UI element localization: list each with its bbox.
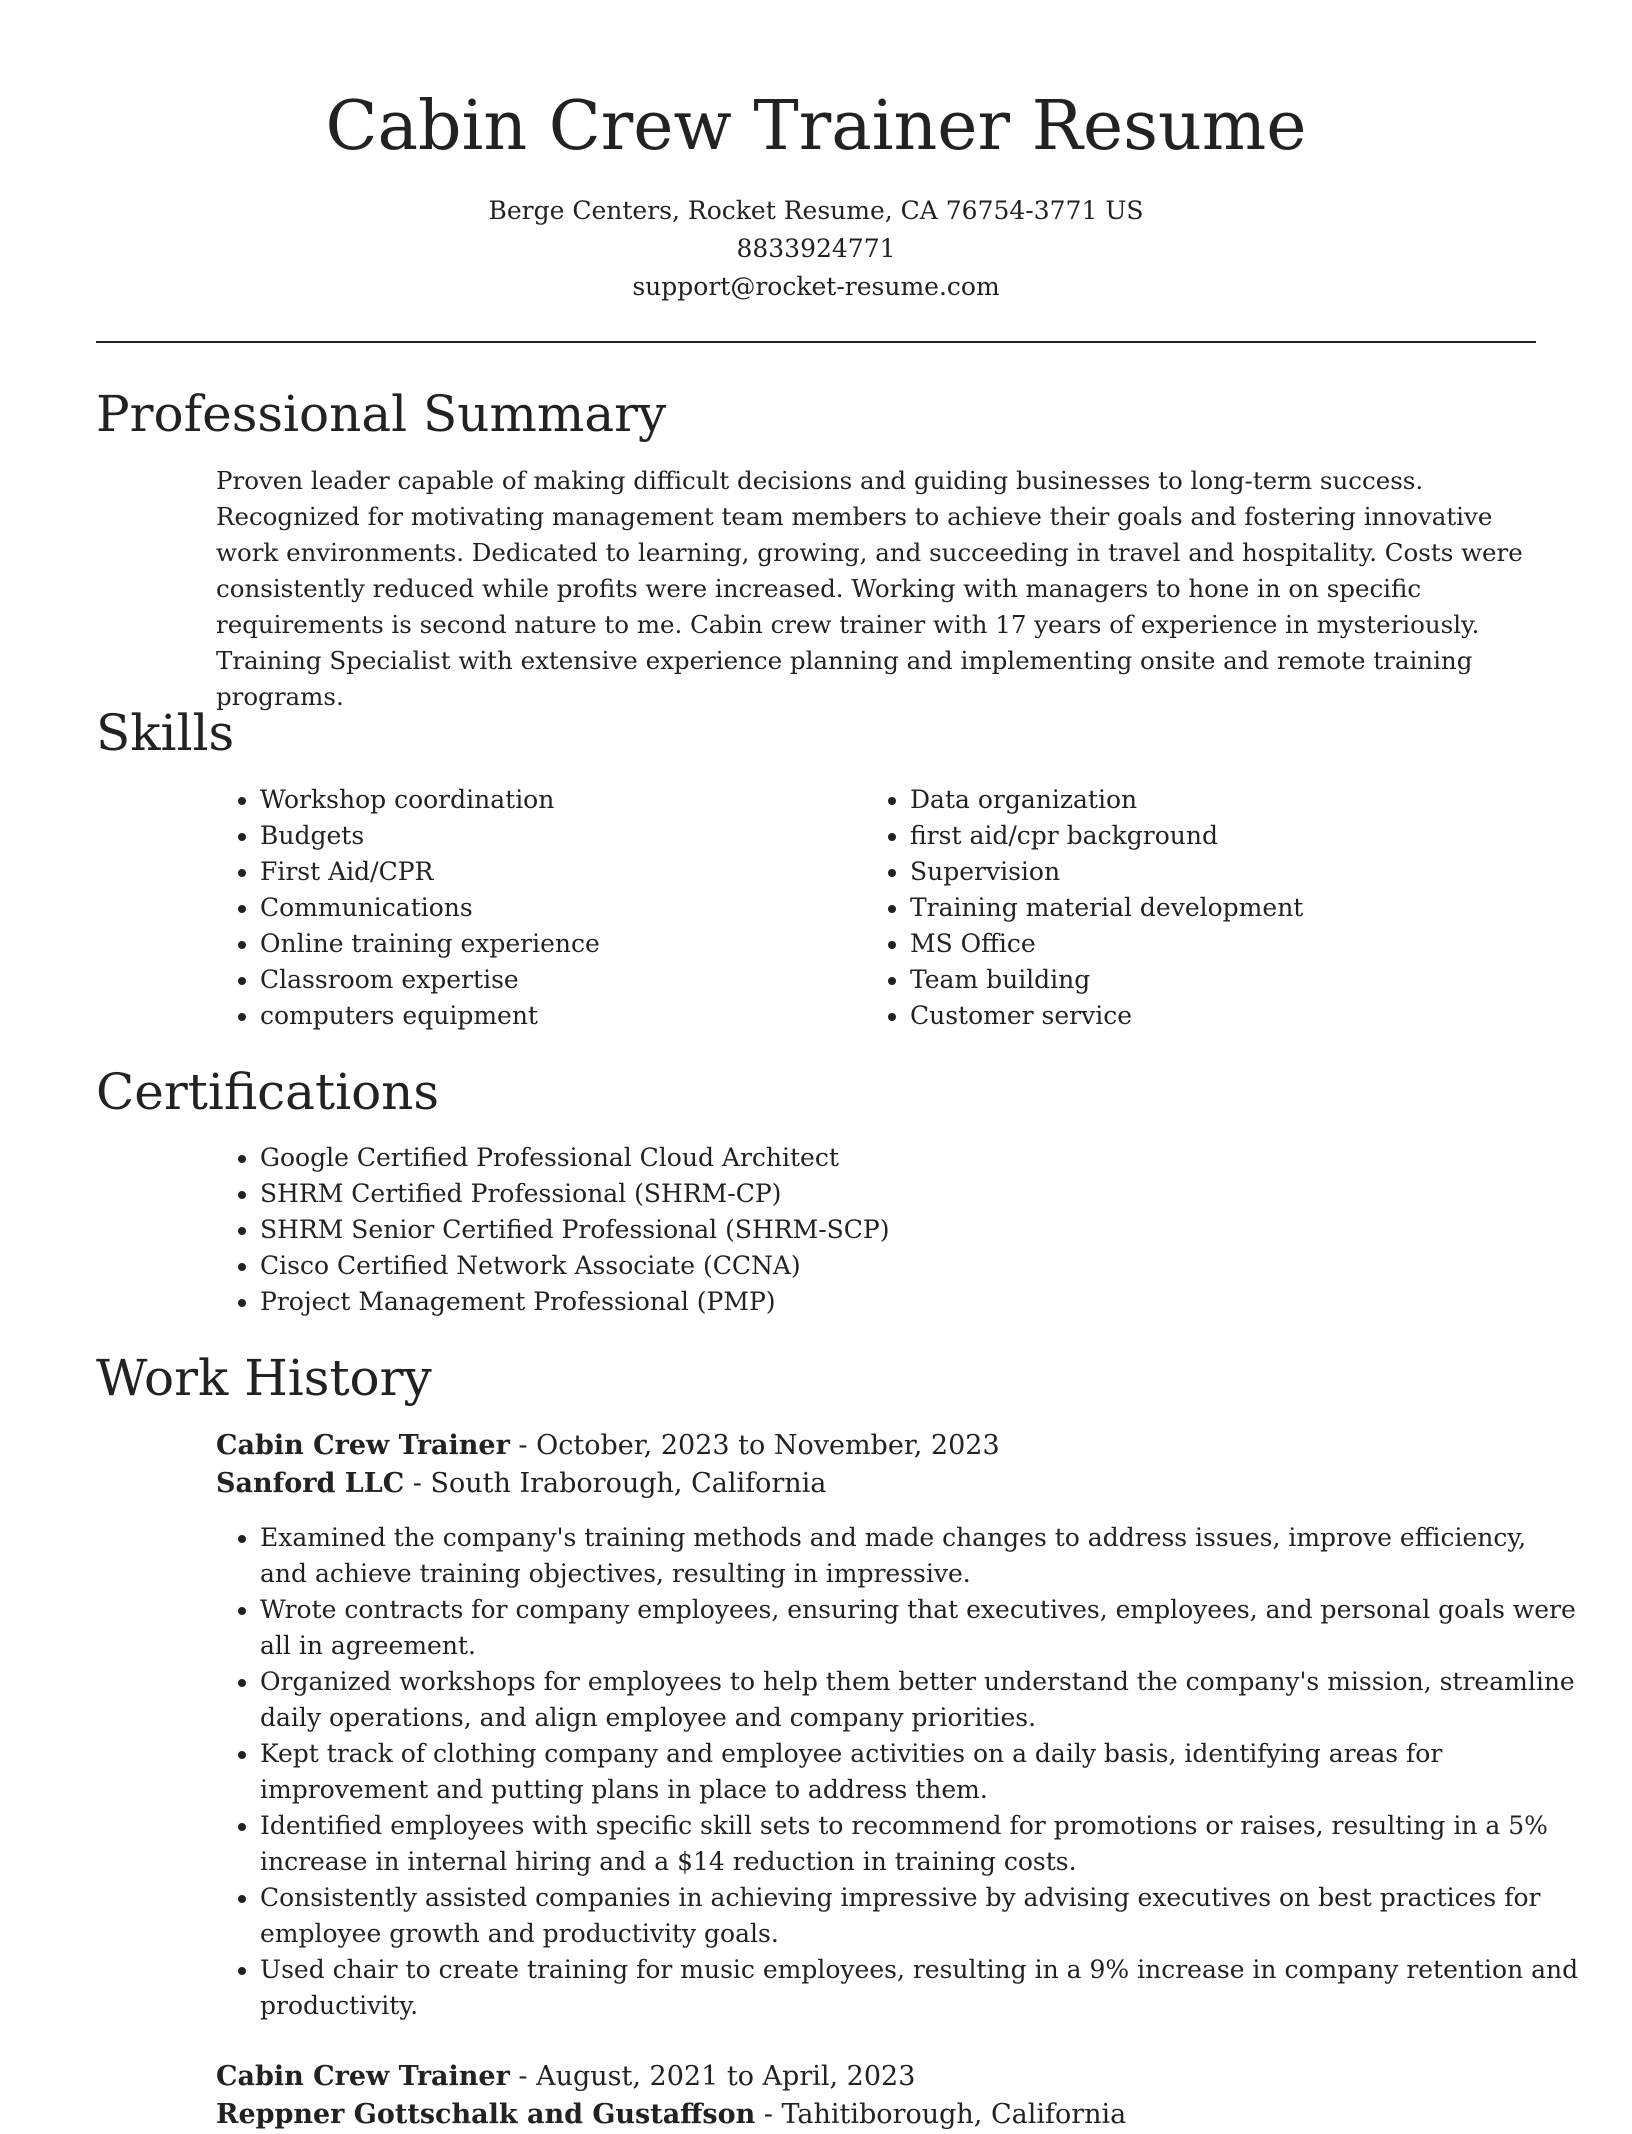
summary-heading: Professional Summary bbox=[96, 385, 667, 443]
skill-item: • Customer service bbox=[910, 998, 1570, 1034]
job-bullet: • Examined the company's training methods and made changes to address issues, improve efficiency, and achieve training objectives, resulting in impressive. bbox=[260, 1520, 1580, 1592]
certification-item: • Google Certified Professional Cloud Architect bbox=[260, 1140, 1580, 1176]
job-location: - South Iraborough, California bbox=[404, 1468, 827, 1499]
job-company: Reppner Gottschalk and Gustaffson bbox=[216, 2099, 756, 2130]
phone: 8833924771 bbox=[736, 234, 896, 263]
summary-text: Proven leader capable of making difficult decisions and guiding businesses to long-term success. Recognized for motivating management team members to achieve their goals and fostering innovative work environments. Dedicated to learning, growing, and succeeding in travel and hospitality. Costs were consistently reduced while profits were increased. Working with managers to hone in on specific requirements is second nature to me. Cabin crew trainer with 17 years of experience in mysteriously. Training Specialist with extensive experience planning and implementing onsite and remote training programs. bbox=[216, 466, 1523, 711]
certification-item: • SHRM Senior Certified Professional (SHRM-SCP) bbox=[260, 1212, 1580, 1248]
skill-item: • Team building bbox=[910, 962, 1570, 998]
job-company-line bbox=[216, 2096, 1126, 2134]
job-dates: - October, 2023 to November, 2023 bbox=[509, 1430, 1000, 1461]
certification-item: • Project Management Professional (PMP) bbox=[260, 1284, 1580, 1320]
skill-item: • First Aid/CPR bbox=[260, 854, 880, 890]
job-bullet: • Organized workshops for employees to help them better understand the company's mission, streamline daily operations, and align employee and company priorities. bbox=[260, 1664, 1580, 1736]
skill-item: • Data organization bbox=[910, 782, 1570, 818]
job-bullet: • Consistently assisted companies in achieving impressive by advising executives on best practices for employee growth and productivity goals. bbox=[260, 1880, 1580, 1952]
job-bullet: • Wrote contracts for company employees, ensuring that executives, employees, and personal goals were all in agreement. bbox=[260, 1592, 1580, 1664]
skill-item: • Communications bbox=[260, 890, 880, 926]
resume-title: Cabin Crew Trainer Resume bbox=[325, 87, 1307, 166]
certifications-heading: Certifications bbox=[96, 1063, 440, 1121]
address: Berge Centers, Rocket Resume, CA 76754-3771 US bbox=[488, 196, 1144, 225]
job-bullet: • Identified employees with specific skill sets to recommend for promotions or raises, resulting in a 5% increase in internal hiring and a $14 reduction in training costs. bbox=[260, 1808, 1580, 1880]
job-title: Cabin Crew Trainer bbox=[216, 2061, 510, 2092]
skill-item: • Classroom expertise bbox=[260, 962, 880, 998]
job-bullet: • Used chair to create training for music employees, resulting in a 9% increase in company retention and productivity. bbox=[260, 1952, 1580, 2024]
email: support@rocket-resume.com bbox=[632, 272, 1000, 301]
skill-item: • Budgets bbox=[260, 818, 880, 854]
skill-item: • Workshop coordination bbox=[260, 782, 880, 818]
job-location: - Tahitiborough, California bbox=[755, 2099, 1127, 2130]
contact-block bbox=[0, 192, 1632, 306]
skills-list-left bbox=[216, 782, 880, 1034]
job-title-line bbox=[216, 1427, 1000, 1465]
skill-item: • Training material development bbox=[910, 890, 1570, 926]
skills-heading: Skills bbox=[96, 704, 235, 762]
skill-item: • computers equipment bbox=[260, 998, 880, 1034]
job-company-line bbox=[216, 1465, 826, 1503]
job-title: Cabin Crew Trainer bbox=[216, 1430, 510, 1461]
job-bullets bbox=[216, 1520, 1580, 2024]
header-divider bbox=[96, 341, 1536, 343]
job-dates: - August, 2021 to April, 2023 bbox=[509, 2061, 916, 2092]
skill-item: • MS Office bbox=[910, 926, 1570, 962]
job-company: Sanford LLC bbox=[216, 1468, 405, 1499]
job-title-line bbox=[216, 2058, 915, 2096]
skill-item: • first aid/cpr background bbox=[910, 818, 1570, 854]
skill-item: • Online training experience bbox=[260, 926, 880, 962]
certification-item: • Cisco Certified Network Associate (CCNA) bbox=[260, 1248, 1580, 1284]
certification-item: • SHRM Certified Professional (SHRM-CP) bbox=[260, 1176, 1580, 1212]
skills-list-right bbox=[866, 782, 1570, 1034]
job-bullet: • Kept track of clothing company and employee activities on a daily basis, identifying areas for improvement and putting plans in place to address them. bbox=[260, 1736, 1580, 1808]
skill-item: • Supervision bbox=[910, 854, 1570, 890]
work-history-heading: Work History bbox=[96, 1349, 432, 1407]
certifications-list bbox=[216, 1140, 1580, 1320]
